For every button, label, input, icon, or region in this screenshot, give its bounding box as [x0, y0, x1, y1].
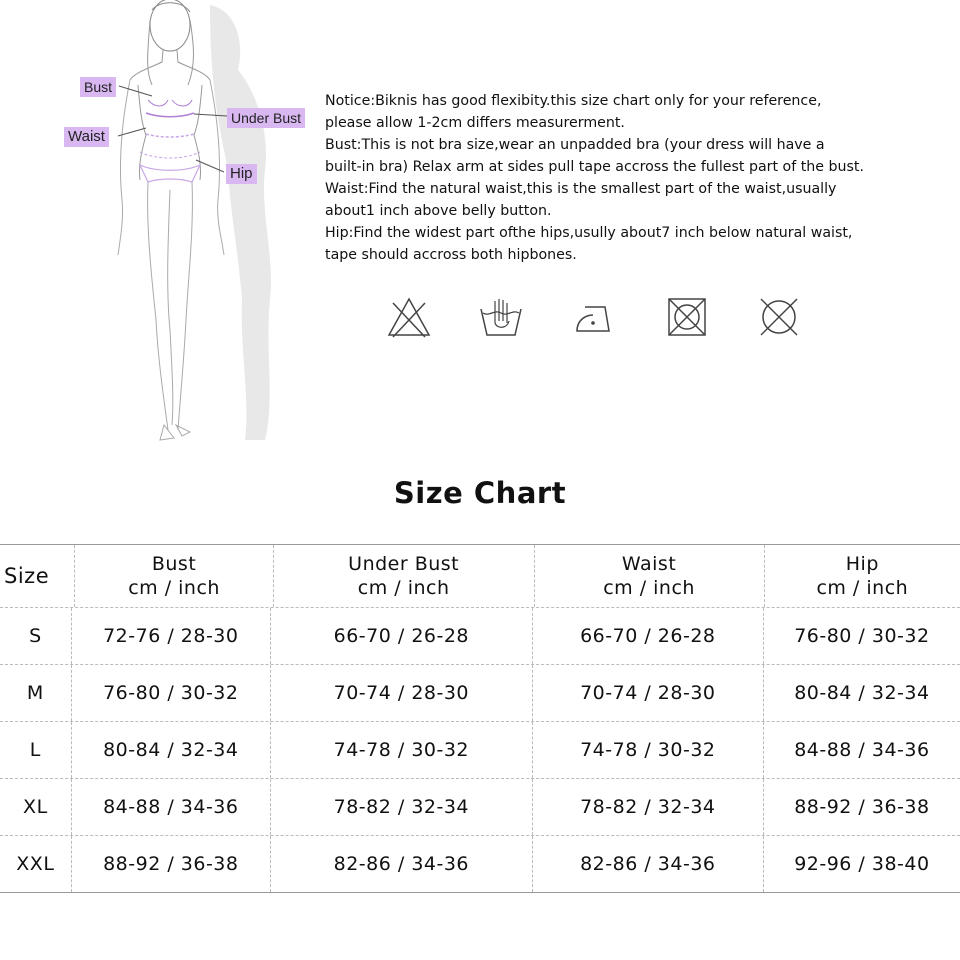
notice-line: Notice:Biknis has good flexibity.this size chart only for your reference,	[325, 93, 822, 109]
cell-hip: 84-88 / 34-36	[794, 739, 930, 761]
notice-line: Waist:Find the natural waist,this is the smallest part of the waist,usually	[325, 181, 837, 197]
notice-line: about1 inch above belly button.	[325, 203, 552, 219]
cell-under-bust: 74-78 / 30-32	[271, 722, 533, 778]
table-row	[0, 665, 960, 722]
cell-waist: 74-78 / 30-32	[533, 722, 764, 778]
header-under-bust	[274, 545, 535, 607]
cell-hip: 76-80 / 30-32	[794, 625, 930, 647]
size-chart-title: Size Chart	[393, 476, 567, 510]
cell-hip: 80-84 / 32-34	[794, 682, 930, 704]
cell-size: M	[0, 665, 72, 721]
cell-bust: 84-88 / 34-36	[72, 779, 271, 835]
cell-hip: 92-96 / 38-40	[794, 853, 930, 875]
do-not-tumble-dry-icon	[663, 295, 711, 341]
notice-line: Bust:This is not bra size,wear an unpadded bra (your dress will have a	[325, 137, 825, 153]
cell-waist: 82-86 / 34-36	[533, 836, 764, 892]
cell-size: L	[0, 722, 72, 778]
header-hip	[765, 545, 960, 607]
header-unit: cm / inch	[128, 577, 220, 599]
cell-size: XXL	[0, 836, 72, 892]
cell-size: XL	[0, 779, 72, 835]
cell-under-bust: 82-86 / 34-36	[271, 836, 533, 892]
cell-under-bust: 70-74 / 28-30	[271, 665, 533, 721]
cell-bust: 88-92 / 36-38	[72, 836, 271, 892]
care-instructions	[385, 295, 805, 345]
header-waist-label: Waist	[621, 553, 677, 575]
table-header-row	[0, 545, 960, 608]
header-bust	[75, 545, 273, 607]
cell-bust: 80-84 / 32-34	[72, 722, 271, 778]
hand-wash-icon	[477, 295, 525, 341]
header-waist	[535, 545, 765, 607]
header-bust-label: Bust	[151, 553, 197, 575]
table-row	[0, 608, 960, 665]
header-unit: cm / inch	[816, 577, 909, 599]
header-unit: cm / inch	[357, 577, 450, 599]
cell-hip: 88-92 / 36-38	[794, 796, 930, 818]
table-row	[0, 722, 960, 779]
cell-under-bust: 78-82 / 32-34	[271, 779, 533, 835]
cell-size: S	[0, 608, 72, 664]
cell-waist: 70-74 / 28-30	[533, 665, 764, 721]
callout-hip: Hip	[226, 164, 257, 184]
header-unit: cm / inch	[603, 577, 695, 599]
callout-bust: Bust	[80, 77, 116, 97]
cell-bust: 72-76 / 28-30	[72, 608, 271, 664]
cell-bust: 76-80 / 30-32	[72, 665, 271, 721]
iron-low-icon	[571, 295, 619, 341]
fashion-figure-drawing	[60, 0, 320, 450]
callout-under-bust: Under Bust	[227, 108, 305, 128]
cell-under-bust: 66-70 / 26-28	[271, 608, 533, 664]
notice-line: tape should accross both hipbones.	[325, 247, 577, 263]
notice-line: Hip:Find the widest part ofthe hips,usully about7 inch below natural waist,	[325, 225, 853, 241]
callout-waist: Waist	[64, 127, 109, 147]
notice-line: built-in bra) Relax arm at sides pull tape accross the fullest part of the bust.	[325, 159, 864, 175]
header-hip-label: Hip	[845, 553, 879, 575]
cell-waist: 78-82 / 32-34	[533, 779, 764, 835]
measurement-notice	[325, 90, 925, 266]
size-chart-table	[0, 544, 960, 893]
header-under-bust-label: Under Bust	[348, 553, 460, 575]
cell-waist: 66-70 / 26-28	[533, 608, 764, 664]
do-not-dry-clean-icon	[755, 295, 803, 341]
notice-line: please allow 1-2cm differs measurerment.	[325, 115, 625, 131]
body-figure-illustration	[60, 0, 320, 450]
table-row	[0, 836, 960, 892]
do-not-bleach-icon	[385, 295, 433, 341]
table-row	[0, 779, 960, 836]
header-size: Size	[0, 545, 75, 607]
